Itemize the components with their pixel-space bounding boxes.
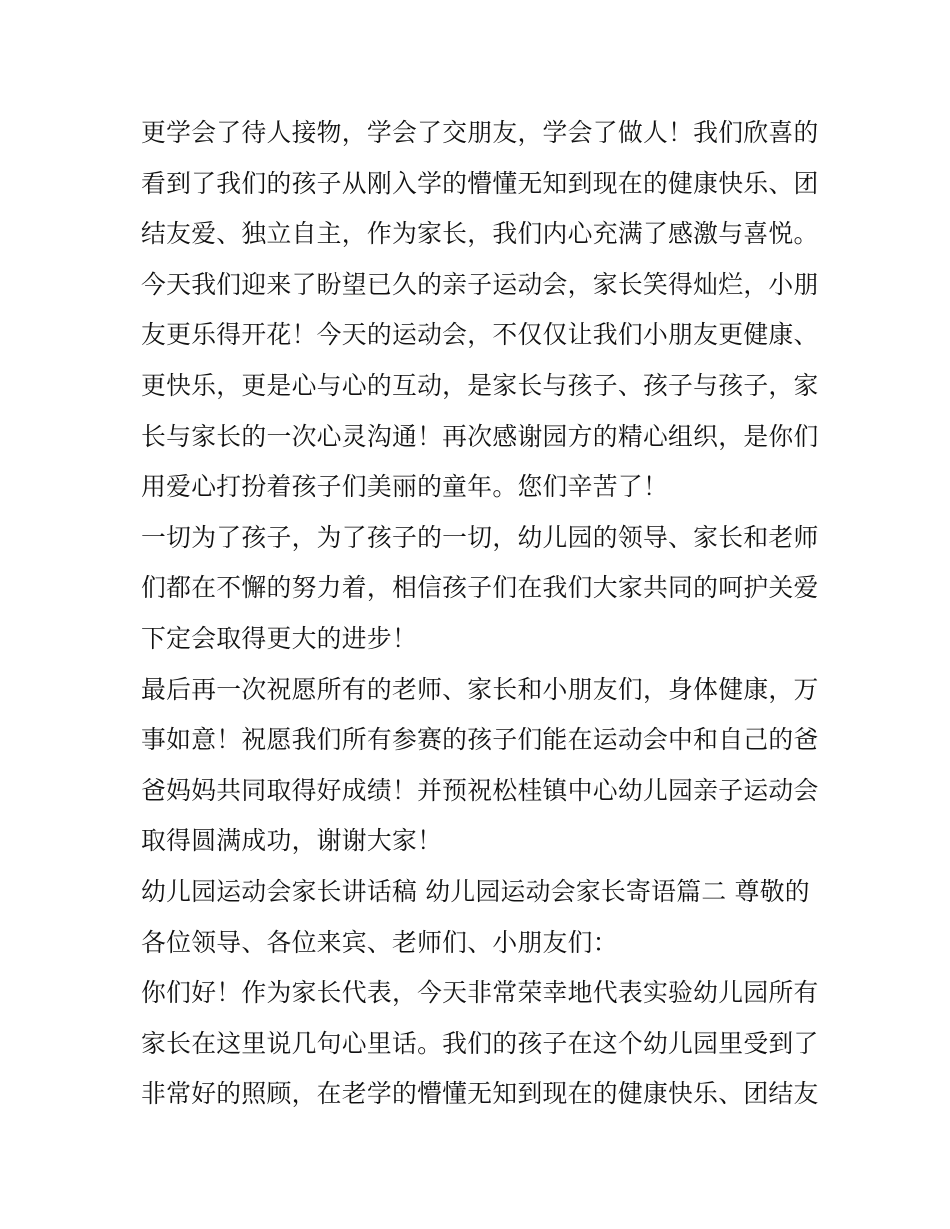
text-line: 长与家长的一次心灵沟通！再次感谢园方的精心组织，是你们 [141,421,819,451]
text-line: 更快乐，更是心与心的互动，是家长与孩子、孩子与孩子，家 [141,370,819,400]
text-line: 爸妈妈共同取得好成绩！并预祝松桂镇中心幼儿园亲子运动会 [141,775,819,805]
text-line: 下定会取得更大的进步！ [141,623,418,653]
text-line: 事如意！祝愿我们所有参赛的孩子们能在运动会中和自己的爸 [141,725,819,755]
text-line: 家长在这里说几句心里话。我们的孩子在这个幼儿园里受到了 [141,1028,819,1058]
text-line: 各位领导、各位来宾、老师们、小朋友们： [141,927,618,957]
text-line: 幼儿园运动会家长讲话稿 幼儿园运动会家长寄语篇二 尊敬的 [141,876,810,906]
text-line: 更学会了待人接物，学会了交朋友，学会了做人！我们欣喜的 [141,118,819,147]
text-line: 用爱心打扮着孩子们美丽的童年。您们辛苦了！ [141,472,669,502]
document-body [141,108,819,1120]
text-line: 友更乐得开花！今天的运动会，不仅仅让我们小朋友更健康、 [141,320,819,350]
text-line: 一切为了孩子，为了孩子的一切，幼儿园的领导、家长和老师 [141,522,819,552]
text-line: 今天我们迎来了盼望已久的亲子运动会，家长笑得灿烂，小朋 [141,269,819,299]
text-line: 你们好！作为家长代表，今天非常荣幸地代表实验幼儿园所有 [141,978,819,1008]
text-line: 最后再一次祝愿所有的老师、家长和小朋友们，身体健康，万 [141,674,819,704]
text-line: 看到了我们的孩子从刚入学的懵懂无知到现在的健康快乐、团 [141,168,819,198]
text-line: 取得圆满成功，谢谢大家！ [141,826,443,856]
text-line: 非常好的照顾，在老学的懵懂无知到现在的健康快乐、团结友 [141,1079,819,1109]
text-line: 结友爱、独立自主，作为家长，我们内心充满了感激与喜悦。 [141,219,819,249]
text-line: 们都在不懈的努力着，相信孩子们在我们大家共同的呵护关爱 [141,573,819,603]
